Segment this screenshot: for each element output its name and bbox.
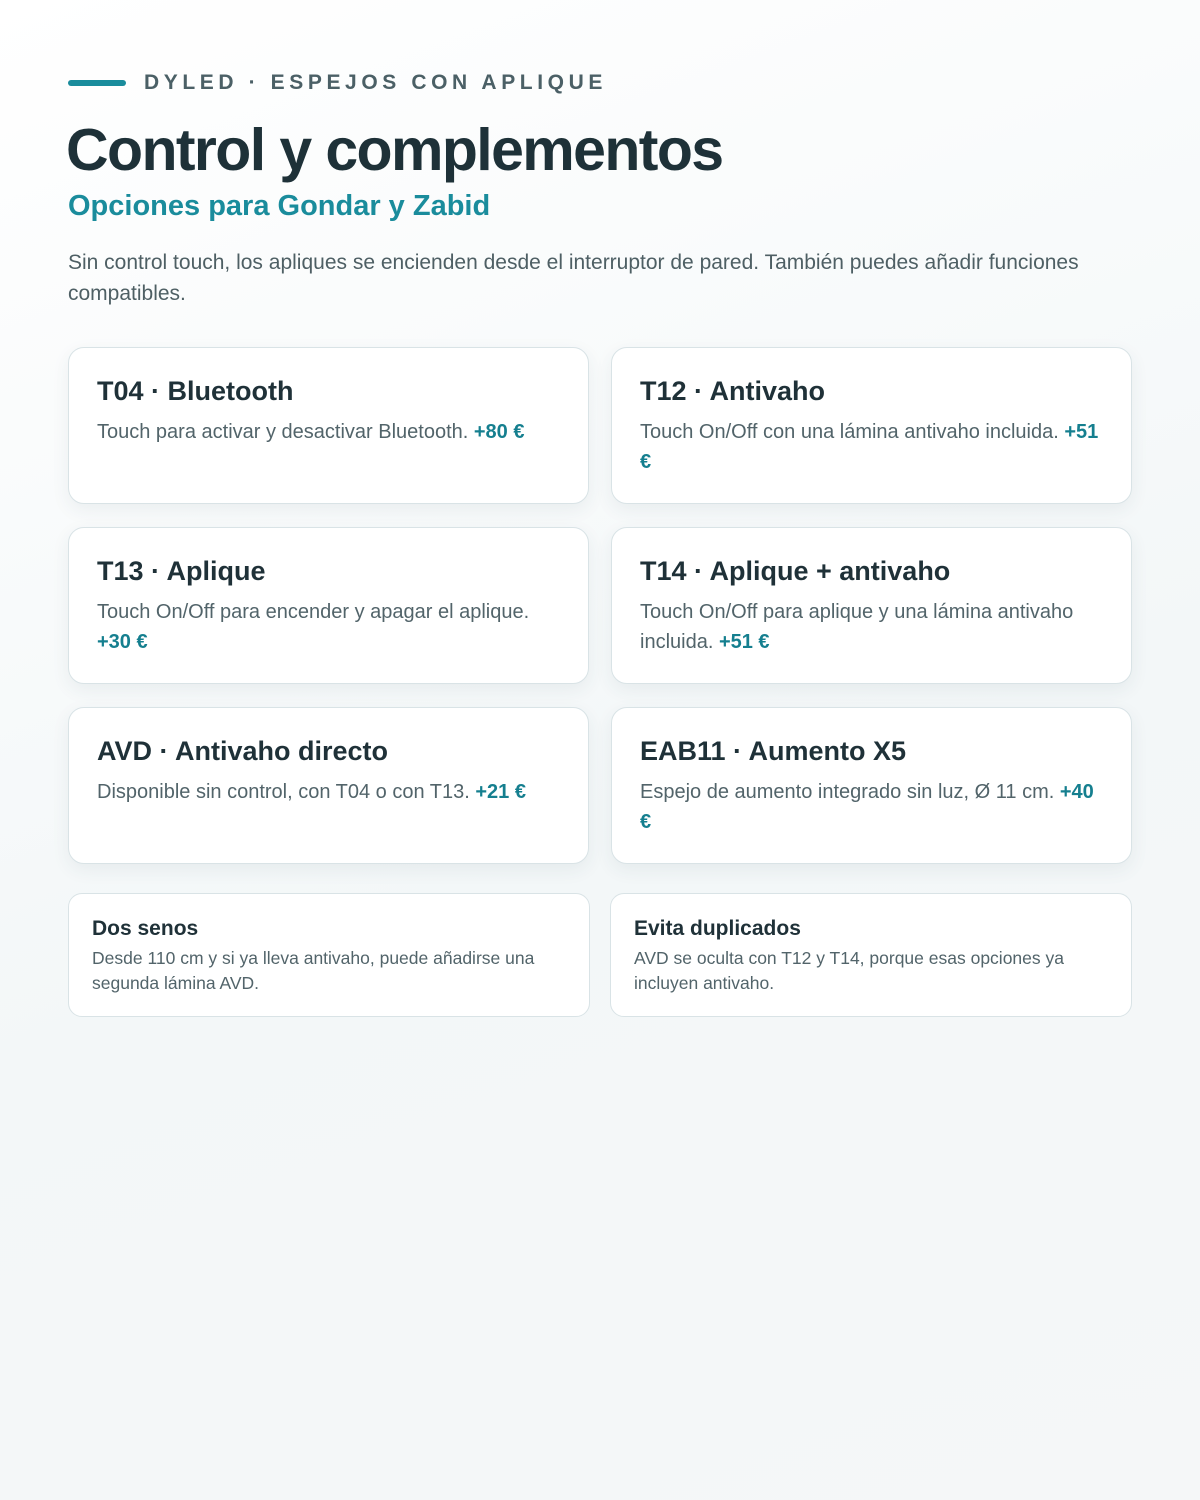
option-card-t14[interactable] [611,527,1132,684]
option-description-text: Touch On/Off para encender y apagar el aplique. [97,601,530,623]
options-grid [68,347,1132,864]
note-text: AVD se oculta con T12 y T14, porque esas opciones ya incluyen antivaho. [634,948,1064,993]
option-title: T14 · Aplique + antivaho [640,556,951,586]
option-card-t13[interactable] [68,527,589,684]
notes-row [68,893,1132,1017]
eyebrow-text: DYLED · ESPEJOS CON APLIQUE [144,71,607,94]
option-description [97,778,560,808]
option-price: +30 € [97,630,148,653]
option-description-text: Disponible sin control, con T04 o con T13. [97,781,470,803]
option-price: +80 € [473,421,525,443]
note-card-evita-duplicados [610,893,1132,1017]
option-title: T12 · Antivaho [640,376,826,406]
note-title: Dos senos [92,917,199,940]
note-card-dos-senos [68,893,590,1017]
option-description [97,418,560,448]
option-title: T04 · Bluetooth [97,376,294,406]
intro-text: Sin control touch, los apliques se encienden desde el interruptor de pared. También puedes añadir funciones compatibles. [68,251,1079,305]
option-description-text: Espejo de aumento integrado sin luz, Ø 11 cm. [640,781,1055,803]
option-description [640,778,1103,837]
option-price: +51 € [718,630,770,653]
option-title: T13 · Aplique [97,556,266,586]
option-card-t12[interactable] [611,347,1132,504]
page-subtitle: Opciones para Gondar y Zabid [68,190,491,222]
page-title: Control y complementos [66,117,723,183]
option-price: +40 € [640,781,1094,833]
note-title: Evita duplicados [634,917,801,940]
option-card-avd[interactable] [68,707,589,864]
option-card-eab11[interactable] [611,707,1132,864]
option-price: +51 € [640,421,1099,473]
option-price: +21 € [475,781,526,803]
option-description [640,418,1103,477]
option-description-text: Touch On/Off para aplique y una lámina antivaho incluida. [640,601,1074,653]
option-description [97,598,560,657]
note-text: Desde 110 cm y si ya lleva antivaho, puede añadirse una segunda lámina AVD. [92,948,535,993]
accent-bar [68,80,126,86]
option-description-text: Touch On/Off con una lámina antivaho incluida. [640,421,1059,443]
option-title: AVD · Antivaho directo [97,736,389,766]
option-card-t04[interactable] [68,347,589,504]
option-description [640,598,1103,657]
eyebrow [68,70,607,96]
option-title: EAB11 · Aumento X5 [640,736,907,766]
option-description-text: Touch para activar y desactivar Bluetooth. [97,421,469,443]
